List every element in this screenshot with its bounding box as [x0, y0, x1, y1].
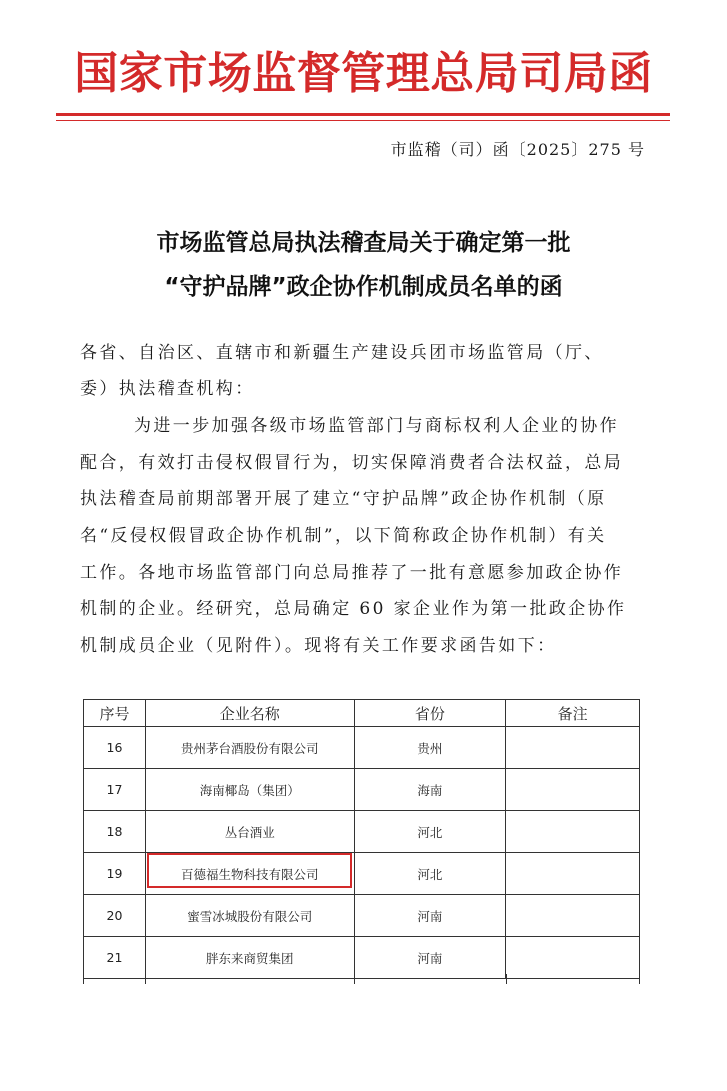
cell-note	[506, 895, 640, 937]
cell-company: 百德福生物科技有限公司	[145, 853, 354, 895]
cell-company: 贵州茅台酒股份有限公司	[145, 727, 354, 769]
cell-company: 海南椰岛（集团）	[145, 769, 354, 811]
body-line-6: 名“反侵权假冒政企协作机制”，以下简称政企协作机制）有关	[80, 526, 607, 546]
masthead-rule-thick	[56, 113, 670, 116]
header-company: 企业名称	[145, 700, 354, 727]
cell-company: 丛台酒业	[145, 811, 354, 853]
cell-serial: 20	[84, 895, 146, 937]
document-title-line-1: 市场监管总局执法稽查局关于确定第一批	[156, 230, 571, 256]
cell-company: 胖东来商贸集团	[145, 937, 354, 979]
body-line-2: 委）执法稽查机构：	[80, 379, 255, 399]
highlight-box	[147, 853, 352, 888]
cell-company: 蜜雪冰城股份有限公司	[145, 895, 354, 937]
cell-serial: 18	[84, 811, 146, 853]
document-title-line-2: “守护品牌”政企协作机制成员名单的函	[164, 274, 563, 300]
table-divider	[506, 974, 507, 984]
cell-province: 海南	[354, 769, 506, 811]
cell-serial: 17	[84, 769, 146, 811]
body-line-5: 执法稽查局前期部署开展了建立“守护品牌”政企协作机制（原	[80, 489, 607, 509]
header-note: 备注	[506, 700, 640, 727]
body-line-4: 配合，有效打击侵权假冒行为，切实保障消费者合法权益，总局	[80, 453, 624, 473]
masthead-title: 国家市场监督管理总局司局函	[74, 48, 653, 99]
table-header-row	[84, 700, 640, 727]
body-line-3: 为进一步加强各级市场监管部门与商标权利人企业的协作	[134, 416, 619, 436]
cell-serial: 16	[84, 727, 146, 769]
header-province: 省份	[354, 700, 506, 727]
cell-note	[506, 769, 640, 811]
cell-province: 河南	[354, 937, 506, 979]
cell-province: 贵州	[354, 727, 506, 769]
cell-province: 河北	[354, 853, 506, 895]
table-row	[84, 727, 640, 769]
table-row	[84, 937, 640, 979]
table-row	[84, 769, 640, 811]
body-line-9: 机制成员企业（见附件）。现将有关工作要求函告如下：	[80, 636, 557, 656]
table-row	[84, 811, 640, 853]
body-line-8: 机制的企业。经研究，总局确定 60 家企业作为第一批政企协作	[80, 599, 627, 619]
cell-note	[506, 937, 640, 979]
document-number: 市监稽（司）函〔2025〕275 号	[390, 140, 645, 159]
table-partial-row	[83, 974, 640, 984]
masthead-rule-thin	[56, 120, 670, 121]
cell-note	[506, 727, 640, 769]
cell-province: 河南	[354, 895, 506, 937]
header-serial: 序号	[84, 700, 146, 727]
body-line-7: 工作。各地市场监管部门向总局推荐了一批有意愿参加政企协作	[80, 563, 624, 583]
table-row	[84, 895, 640, 937]
member-table	[83, 699, 640, 979]
table-divider	[354, 974, 355, 984]
cell-serial: 19	[84, 853, 146, 895]
table-divider	[145, 974, 146, 984]
cell-serial: 21	[84, 937, 146, 979]
cell-note	[506, 811, 640, 853]
body-line-1: 各省、自治区、直辖市和新疆生产建设兵团市场监管局（厅、	[80, 343, 604, 363]
cell-note	[506, 853, 640, 895]
cell-province: 河北	[354, 811, 506, 853]
